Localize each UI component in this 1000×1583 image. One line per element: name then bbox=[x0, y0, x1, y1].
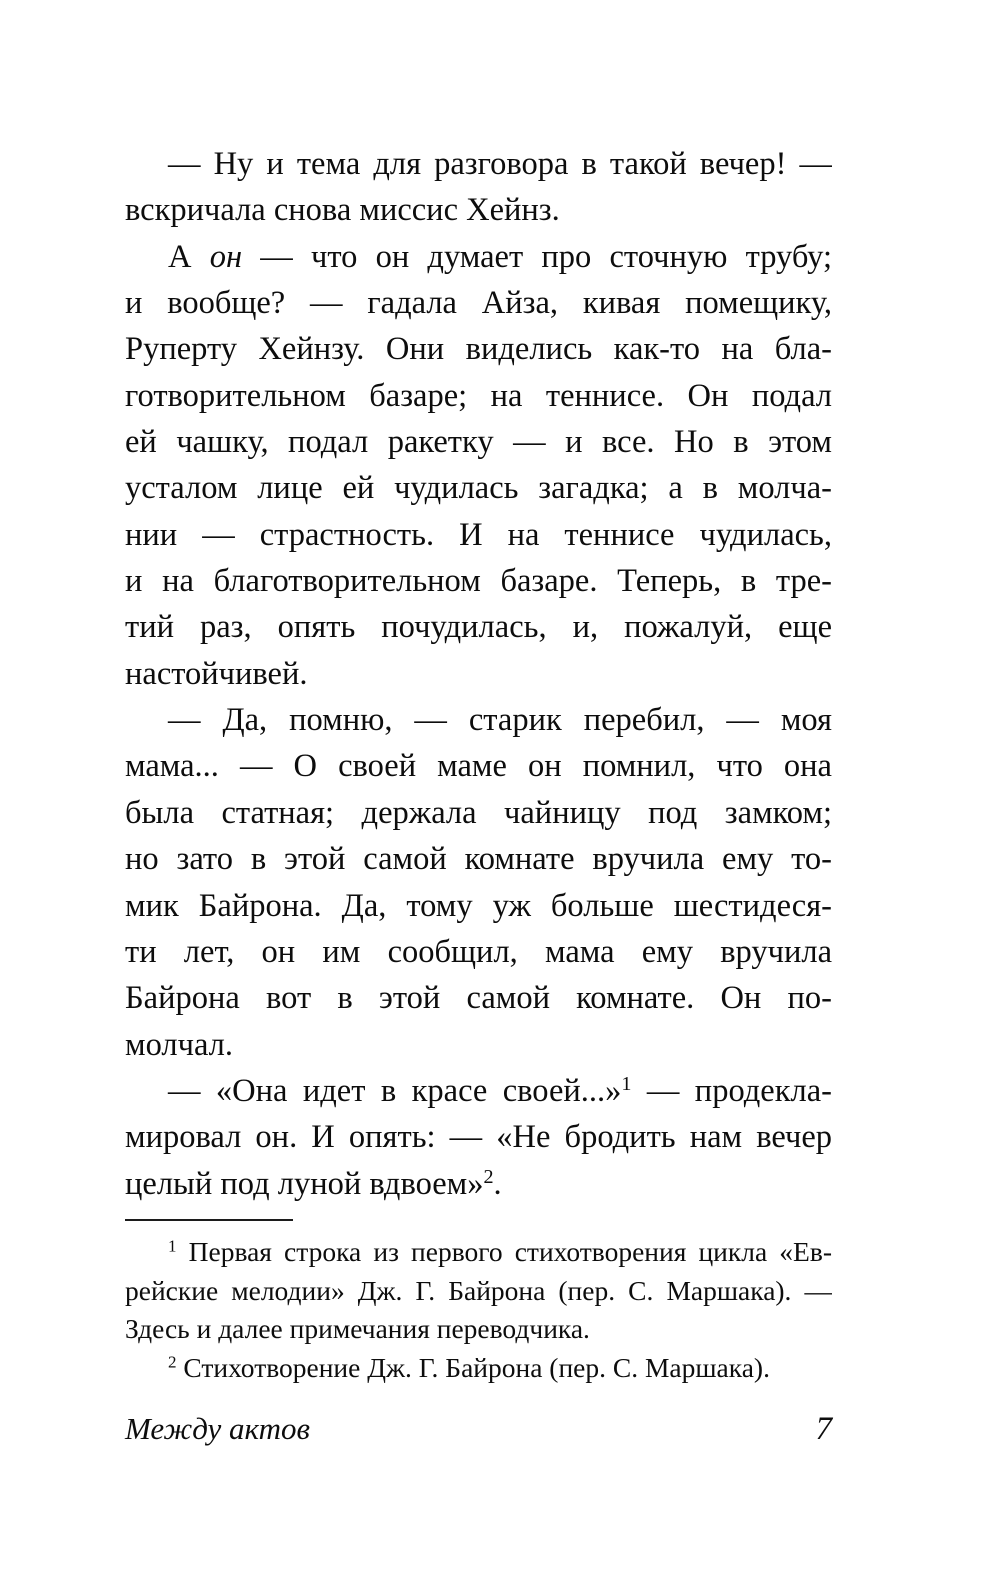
text-line bbox=[125, 975, 832, 1021]
text-run: Первая строка из первого стихотворения цикла «Ев- bbox=[176, 1236, 832, 1267]
text-line bbox=[125, 187, 832, 233]
text-run: мик Байрона. Да, тому уж больше шестидеся- bbox=[125, 887, 832, 924]
text-run: но зато в этой самой комнате вручила ему то- bbox=[125, 841, 832, 878]
text-run: нии — страстность. И на теннисе чудилась, bbox=[125, 516, 832, 553]
text-run: и на благотворительном базаре. Теперь, в тре- bbox=[125, 563, 832, 600]
text-run: он bbox=[209, 238, 243, 275]
text-run: молчал. bbox=[125, 1026, 234, 1063]
text-run: мама... — О своей маме он помнил, что она bbox=[125, 748, 832, 785]
text-line bbox=[125, 558, 832, 604]
text-run: Стихотворение Дж. Г. Байрона (пер. С. Маршака). bbox=[176, 1351, 770, 1383]
text-run: была статная; держала чайницу под замком; bbox=[125, 794, 832, 831]
body-text bbox=[125, 141, 832, 1207]
text-run: ти лет, он им сообщил, мама ему вручила bbox=[125, 933, 832, 970]
running-title: Между актов bbox=[125, 1411, 310, 1446]
text-line bbox=[125, 234, 832, 280]
text-line bbox=[125, 141, 832, 187]
text-line bbox=[125, 743, 832, 789]
text-run: рейские мелодии» Дж. Г. Байрона (пер. С. Маршака). — bbox=[125, 1274, 832, 1306]
text-run: готворительном базаре; на теннисе. Он подал bbox=[125, 377, 832, 414]
footnote-line bbox=[125, 1349, 832, 1388]
footnote-marker: 2 bbox=[168, 1352, 177, 1372]
text-line bbox=[125, 1161, 832, 1207]
text-line bbox=[125, 697, 832, 743]
text-run: Байрона вот в этой самой комнате. Он по- bbox=[125, 980, 832, 1017]
footnotes bbox=[125, 1233, 832, 1387]
text-line bbox=[125, 373, 832, 419]
footnote-line bbox=[125, 1272, 832, 1311]
text-run: . bbox=[493, 1165, 502, 1202]
page-number: 7 bbox=[815, 1411, 832, 1447]
text-run: — Ну и тема для разговора в такой вечер! — bbox=[168, 146, 832, 182]
text-run: ей чашку, подал ракетку — и все. Но в этом bbox=[125, 424, 832, 461]
text-line bbox=[125, 326, 832, 372]
text-run: вскричала снова миссис Хейнз. bbox=[125, 192, 560, 229]
footnote-line bbox=[125, 1233, 832, 1272]
footnote-line bbox=[125, 1310, 832, 1349]
text-run: настойчивей. bbox=[125, 655, 308, 692]
text-run: и вообще? — гадала Айза, кивая помещику, bbox=[125, 285, 832, 322]
text-line bbox=[125, 512, 832, 558]
text-run: мировал он. И опять: — «Не бродить нам вечер bbox=[125, 1119, 832, 1156]
footnote-marker: 1 bbox=[168, 1236, 177, 1256]
text-run: тий раз, опять почудилась, и, пожалуй, еще bbox=[125, 609, 832, 646]
text-line bbox=[125, 883, 832, 929]
text-line bbox=[125, 280, 832, 326]
text-line bbox=[125, 929, 832, 975]
text-run: — что он думает про сточную трубу; bbox=[242, 238, 832, 275]
text-line bbox=[125, 1022, 832, 1068]
text-run: — продекла- bbox=[631, 1072, 832, 1109]
footnote-marker: 2 bbox=[483, 1165, 494, 1188]
text-line bbox=[125, 836, 832, 882]
text-run: А bbox=[168, 238, 210, 275]
page-footer bbox=[125, 1411, 832, 1448]
text-run: — «Она идет в красе своей...» bbox=[168, 1072, 622, 1109]
text-run: — Да, помню, — старик перебил, — моя bbox=[168, 702, 832, 739]
footnote-separator bbox=[125, 1219, 293, 1221]
text-run: целый под луной вдвоем» bbox=[125, 1165, 484, 1202]
text-run: усталом лице ей чудилась загадка; а в молча- bbox=[125, 470, 832, 507]
footnote-marker: 1 bbox=[621, 1072, 632, 1095]
text-line bbox=[125, 604, 832, 650]
text-line bbox=[125, 419, 832, 465]
text-line bbox=[125, 465, 832, 511]
text-run: Здесь и далее примечания переводчика. bbox=[125, 1313, 590, 1345]
text-line bbox=[125, 1114, 832, 1160]
text-line bbox=[125, 1068, 832, 1114]
text-line bbox=[125, 790, 832, 836]
text-run: Руперту Хейнзу. Они виделись как-то на бла- bbox=[125, 331, 832, 368]
text-line bbox=[125, 651, 832, 697]
